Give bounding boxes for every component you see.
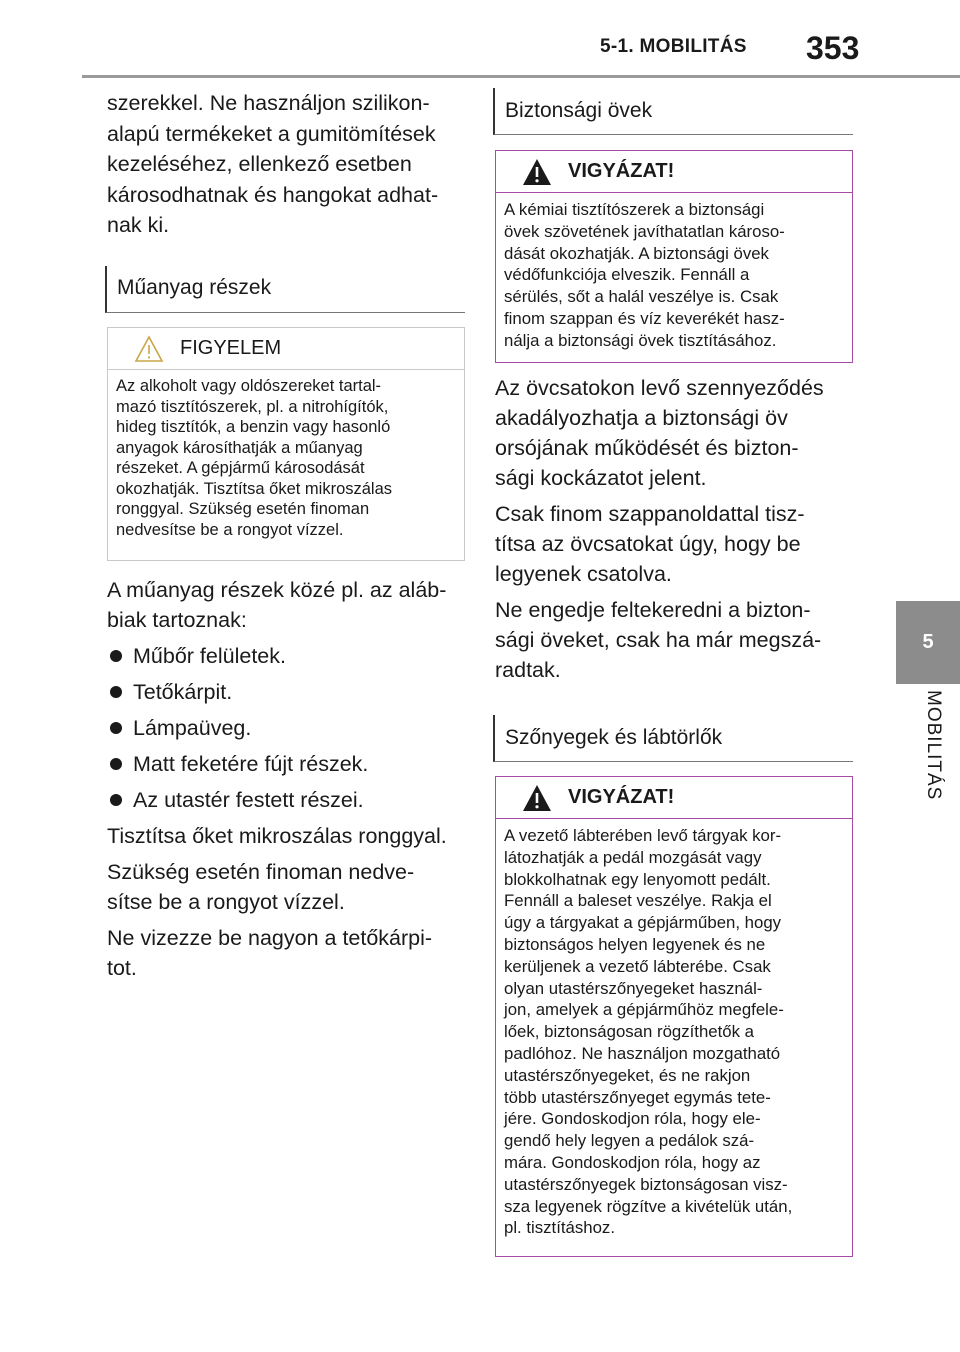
text-line: A kémiai tisztítószerek a biztonsági <box>504 200 765 219</box>
warning-header <box>496 151 852 193</box>
text-line: mára. Gondoskodjon róla, hogy az <box>504 1152 761 1172</box>
text-line: akadályozhatja a biztonsági öv <box>495 406 788 430</box>
plastics-content <box>107 575 477 989</box>
text-line: Ne engedje feltekeredni a bizton- <box>495 598 811 622</box>
chapter-side-label-text: MOBILITÁS <box>923 690 944 801</box>
text-line: látozhatják a pedál mozgását vagy <box>504 847 762 867</box>
section-title: 5-1. MOBILITÁS <box>600 36 747 57</box>
text-line: védőfunkciója elveszik. Fennáll a <box>504 265 750 285</box>
text-line: kezeléséhez, ellenkező esetben <box>107 152 412 176</box>
bullet-item: Műbőr felületek. <box>107 641 477 671</box>
paragraph <box>495 595 865 685</box>
text-line: hideg tisztítók, a benzin vagy hasonló <box>116 418 391 436</box>
text-line: legyenek csatolva. <box>495 562 672 586</box>
seatbelt-content <box>495 373 865 691</box>
section-heading-plastics <box>105 266 465 313</box>
text-line: biak tartoznak: <box>107 608 247 632</box>
text-line: gendő hely legyen a pedálok szá- <box>504 1131 755 1151</box>
warning-body <box>496 819 852 1247</box>
text-line: Fennáll a baleset veszélye. Rakja el <box>504 891 772 911</box>
text-line: ronggyal. Szükség esetén finoman <box>116 500 370 518</box>
notice-body <box>108 370 464 548</box>
text-line: lőek, biztonságosan rögzíthetők a <box>504 1022 755 1042</box>
text-line: finom szappan és víz keverékét hasz- <box>504 308 785 328</box>
warning-box-mats <box>495 776 853 1257</box>
warning-header <box>496 777 852 819</box>
text-line: Szükség esetén finoman nedve- <box>107 860 415 884</box>
section-heading-seatbelts <box>493 88 853 135</box>
text-line: blokkolhatnak egy lenyomott pedált. <box>504 869 771 889</box>
text-line: Az övcsatokon levő szennyeződés <box>495 376 824 400</box>
text-line: alapú termékeket a gumitömítések <box>107 121 436 146</box>
intro-paragraph <box>107 88 467 241</box>
text-line: nedvesítse be a rongyot vízzel. <box>116 520 344 539</box>
section-heading-text: Műanyag részek <box>117 276 272 299</box>
bullet-item: Az utastér festett részei. <box>107 785 477 815</box>
text-line: biztonságos helyen legyenek és ne <box>504 934 766 954</box>
text-line: A vezető lábterében levő tárgyak kor- <box>504 826 782 845</box>
paragraph: Tisztítsa őket mikroszálas ronggyal. <box>107 824 447 848</box>
notice-title: FIGYELEM <box>180 337 282 359</box>
header-rule <box>82 75 960 78</box>
text-line: olyan utastérszőnyegeket használ- <box>504 978 763 998</box>
section-heading-text: Biztonsági övek <box>505 99 653 122</box>
text-line: sítse be a rongyot vízzel. <box>107 890 345 914</box>
text-line: okozhatják. Tisztítsa őket mikroszálas <box>116 479 393 498</box>
paragraph <box>495 499 865 589</box>
bullet-item: Lámpaüveg. <box>107 713 477 743</box>
warning-title: VIGYÁZAT! <box>568 786 675 808</box>
bullet-item: Matt feketére fújt részek. <box>107 749 477 779</box>
text-line: részeket. A gépjármű károsodását <box>116 459 365 477</box>
text-line: szerekkel. Ne használjon szilikon- <box>107 91 430 115</box>
text-line: sági kockázatot jelent. <box>495 466 707 490</box>
notice-box <box>107 327 465 561</box>
text-line: úgy a tárgyakat a gépjárműben, hogy <box>504 913 782 933</box>
text-line: sági öveket, csak ha már megszá- <box>495 628 822 652</box>
paragraph <box>107 575 477 635</box>
notice-header <box>108 328 464 370</box>
text-line: radtak. <box>495 658 561 682</box>
bullet-item: Tetőkárpit. <box>107 677 477 707</box>
text-line: Ne vizezze be nagyon a tetőkárpi- <box>107 926 433 950</box>
text-line: jon, amelyek a gépjárműhöz megfele- <box>504 1000 784 1020</box>
warning-icon <box>522 784 552 812</box>
text-line: tot. <box>107 956 137 980</box>
warning-title: VIGYÁZAT! <box>568 160 675 182</box>
text-line: orsójának működését és bizton- <box>495 436 799 460</box>
section-heading-mats <box>493 715 853 762</box>
text-line: padlóhoz. Ne használjon mozgatható <box>504 1043 781 1063</box>
text-line: dását okozhatják. A biztonsági övek <box>504 243 769 263</box>
text-line: anyagok károsíthatják a műanyag <box>116 438 363 457</box>
text-line: pl. tisztításhoz. <box>504 1218 615 1238</box>
paragraph <box>107 923 477 983</box>
text-line: Az alkoholt vagy oldószereket tartal- <box>116 377 382 395</box>
text-line: sza legyenek rögzítve a kivételük után, <box>504 1196 793 1216</box>
chapter-tab: 5 <box>896 601 960 684</box>
paragraph <box>107 857 477 917</box>
warning-box-seatbelts <box>495 150 853 363</box>
chapter-side-label <box>900 690 960 830</box>
text-line: övek szövetének javíthatatlan károso- <box>504 221 785 241</box>
text-line: sérülés, sőt a halál veszélye is. Csak <box>504 287 779 307</box>
text-line: károsodhatnak és hangokat adhat- <box>107 182 439 207</box>
text-line: utastérszőnyegek biztonságosan visz- <box>504 1174 788 1194</box>
warning-body <box>496 193 852 360</box>
caution-icon <box>134 335 164 363</box>
warning-icon <box>522 158 552 186</box>
text-line: jére. Gondoskodjon róla, hogy ele- <box>504 1109 761 1129</box>
text-line: több utastérszőnyeget egymás tete- <box>504 1087 771 1107</box>
text-line: kerüljenek a vezető lábterébe. Csak <box>504 956 771 976</box>
text-line: nak ki. <box>107 213 170 237</box>
text-line: títsa az övcsatokat úgy, hogy be <box>495 532 801 556</box>
section-heading-text: Szőnyegek és lábtörlők <box>505 726 723 749</box>
page-number: 353 <box>806 30 860 66</box>
text-line: mazó tisztítószerek, pl. a nitrohígítók, <box>116 397 389 416</box>
text-line: utastérszőnyegeket, és ne rakjon <box>504 1065 751 1085</box>
text-line: nálja a biztonsági övek tisztításához. <box>504 330 777 350</box>
paragraph <box>495 373 865 493</box>
text-line: Csak finom szappanoldattal tisz- <box>495 502 805 526</box>
text-line: A műanyag részek közé pl. az aláb- <box>107 578 447 602</box>
